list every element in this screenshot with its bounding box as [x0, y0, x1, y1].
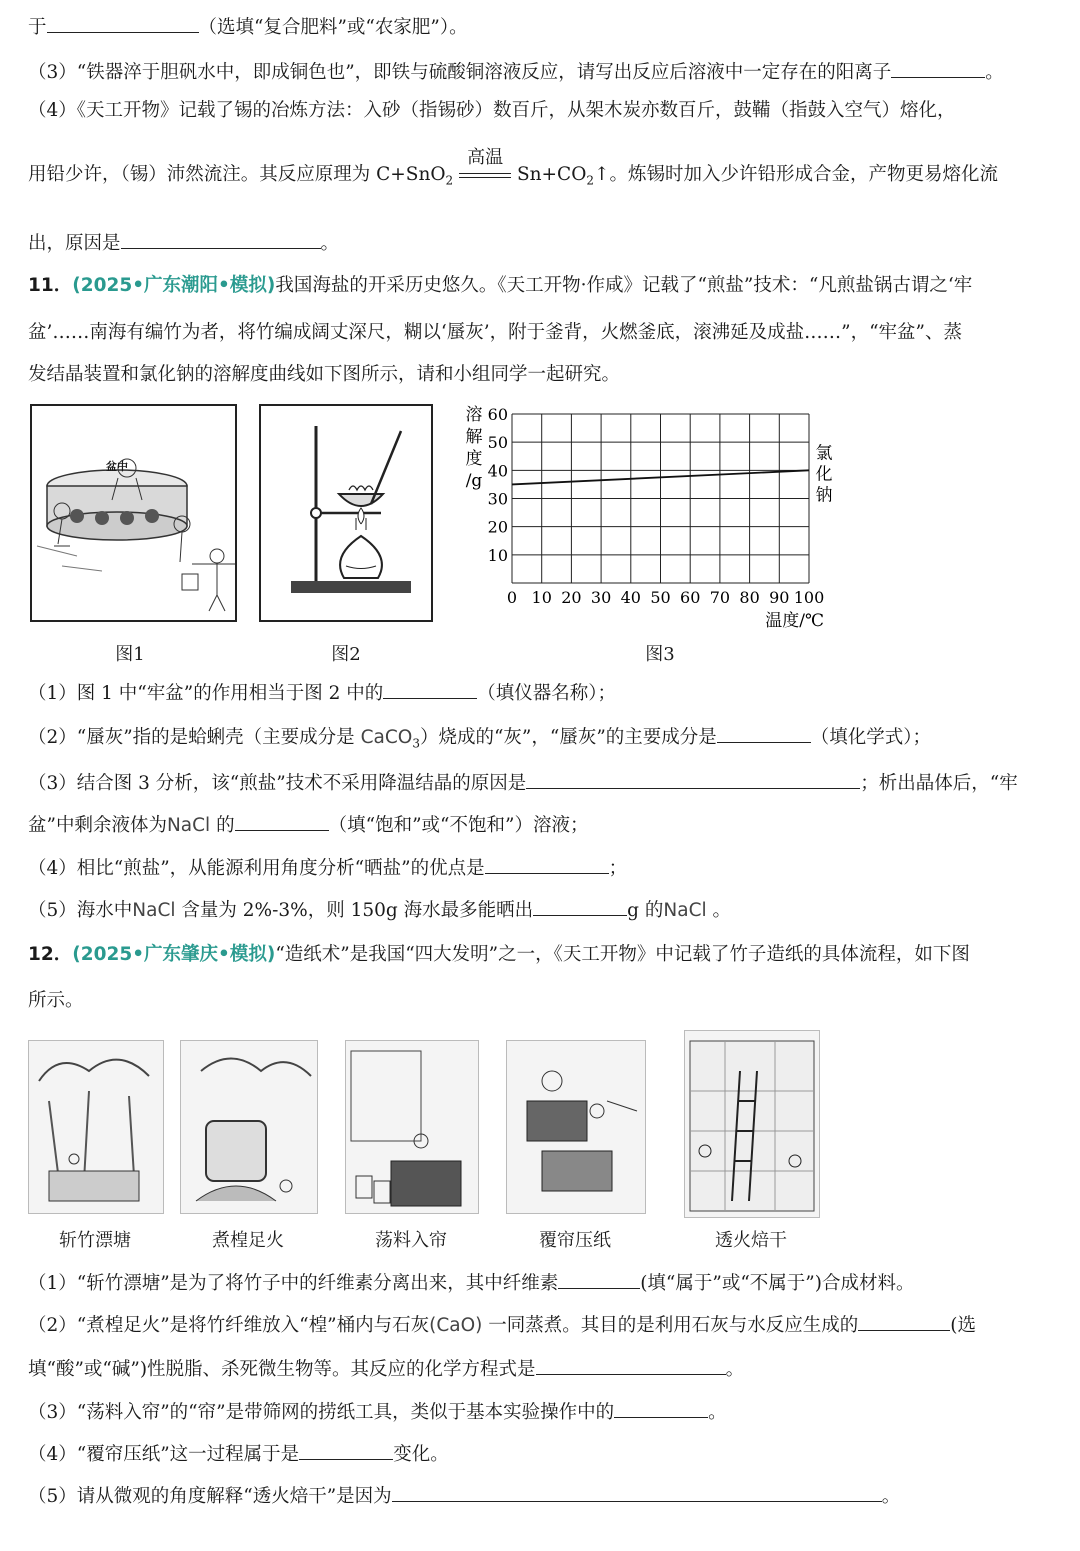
q12-part2-cont: 填“酸”或“碱”)性脱脂、杀死微生物等。其反应的化学方程式是 。 [28, 1354, 1068, 1383]
q11-line2: 盆’……南海有编竹为者，将竹编成阔丈深尺，糊以‘蜃灰’，附于釜背，火燃釜底，滚沸延及成盐……”，“牢盆”、蒸 [28, 322, 963, 343]
line-q10-4b: 用铅少许，（锡）沛然流注。其反应原理为 C+SnO$_2$ 高温 $Sn+CO_2↑$。炼锡时加入少许铅形成合金，产物更易熔化流 [28, 146, 999, 188]
papermaking-caption-1: 斩竹漂塘 [59, 1230, 131, 1251]
x-tick-label: 10 [531, 588, 552, 607]
y-tick-label: 50 [487, 433, 508, 453]
x-tick-label: 0 [506, 588, 518, 607]
answer-blank[interactable] [235, 810, 329, 831]
q12-part5: （5）请从微观的角度解释“透火焙干”是因为 。 [28, 1481, 1068, 1510]
q12-part4: （4）“覆帘压纸”这一过程属于是 变化。 [28, 1439, 1068, 1468]
papermaking-step-4-image [506, 1040, 646, 1214]
answer-blank[interactable] [526, 768, 860, 789]
answer-blank[interactable] [392, 1481, 882, 1502]
q12-part1: （1）“斩竹漂塘”是为了将竹子中的纤维素分离出来，其中纤维素 (填“属于”或“不属于”)合成材料。 [28, 1268, 1068, 1297]
papermaking-step-1-image [28, 1040, 164, 1214]
figure-2-caption: 图2 [331, 644, 361, 665]
q12-part3: （3）“荡料入帘”的“帘”是带筛网的捞纸工具，类似于基本实验操作中的 。 [28, 1397, 1068, 1426]
q11-line3: 发结晶装置和氯化钠的溶解度曲线如下图所示，请和小组同学一起研究。 [28, 364, 621, 385]
salt-pan-illustration [32, 406, 235, 620]
papermaking-caption-2: 煮楻足火 [212, 1230, 284, 1251]
answer-blank[interactable] [858, 1310, 950, 1331]
figure-1-salt-pan [30, 404, 237, 622]
x-tick-label: 100 [793, 588, 825, 607]
x-tick-label: 20 [561, 588, 582, 607]
answer-blank[interactable] [383, 678, 477, 699]
figure-2-evaporation-apparatus [259, 404, 433, 622]
answer-blank[interactable] [558, 1268, 640, 1289]
question-source: (2025•广东潮阳•模拟) [72, 275, 276, 296]
x-tick-label: 40 [620, 588, 641, 607]
papermaking-step-5-image [684, 1030, 820, 1218]
x-tick-label: 70 [709, 588, 731, 607]
series-label-nacl: 氯化钠 [815, 443, 833, 506]
q11-part4: （4）相比“煎盐”，从能源利用角度分析“晒盐”的优点是 ； [28, 853, 1068, 882]
solubility-chart [452, 398, 852, 638]
x-tick-label: 90 [769, 588, 790, 607]
line-q10-1: 于 （选填“复合肥料”或“农家肥”）。 [28, 12, 1068, 41]
q12-header: 12．(2025•广东肇庆•模拟)“造纸术”是我国“四大发明”之一，《天工开物》中记载了竹子造纸的具体流程，如下图 [28, 944, 970, 965]
y-tick-label: 10 [487, 545, 508, 565]
y-tick-label: 60 [487, 405, 508, 424]
q12-line2: 所示。 [28, 990, 84, 1011]
q11-part2: （2）“蜃灰”指的是蛤蜊壳（主要成分是 CaCO$_3$）烧成的“灰”，“蜃灰”的主要成分是 （填化学式）； [28, 722, 1068, 757]
x-tick-label: 50 [650, 588, 671, 607]
evaporation-apparatus-illustration [261, 406, 431, 620]
answer-blank[interactable] [299, 1439, 393, 1460]
q12-part2: （2）“煮楻足火”是将竹纤维放入“楻”桶内与石灰(CaO) 一同蒸煮。其目的是利用石灰与水反应生成的 (选 [28, 1310, 1068, 1339]
figure-1-caption: 图1 [115, 644, 145, 665]
answer-blank[interactable] [717, 722, 811, 743]
answer-blank[interactable] [614, 1397, 708, 1418]
answer-blank[interactable] [47, 12, 199, 33]
q11-part1: （1）图 1 中“牢盆”的作用相当于图 2 中的 （填仪器名称）； [28, 678, 1068, 707]
x-tick-label: 80 [739, 588, 760, 607]
figure-1-label: 盆中 [106, 460, 128, 473]
y-tick-label: 20 [487, 517, 508, 537]
q11-header: 11．(2025•广东潮阳•模拟)我国海盐的开采历史悠久。《天工开物·作咸》记载了“煎盐”技术：“凡煎盐锅古谓之‘牢 [28, 275, 973, 296]
papermaking-caption-5: 透火焙干 [715, 1230, 787, 1251]
question-number: 11． [28, 275, 73, 296]
papermaking-caption-4: 覆帘压纸 [539, 1230, 611, 1251]
answer-blank[interactable] [536, 1354, 726, 1375]
y-axis-label: 溶解度/g [465, 405, 483, 491]
line-q10-3: （3）“铁器淬于胆矾水中，即成铜色也”，即铁与硫酸铜溶液反应，请写出反应后溶液中一定存在的阳离子 。 [28, 57, 1068, 86]
x-tick-label: 30 [590, 588, 612, 607]
question-source: (2025•广东肇庆•模拟) [72, 944, 276, 965]
line-q10-4: （4）《天工开物》记载了锡的冶炼方法：入砂（指锡砂）数百斤，从架木炭亦数百斤，鼓鞴（指鼓入空气）熔化， [28, 100, 956, 121]
papermaking-step-2-image [180, 1040, 318, 1214]
y-tick-label: 40 [487, 461, 508, 481]
papermaking-caption-3: 荡料入帘 [375, 1230, 447, 1251]
x-axis-label: 温度/℃ [765, 611, 824, 631]
answer-blank[interactable] [891, 57, 985, 78]
line-q10-5: 出，原因是 。 [28, 228, 1068, 257]
question-number: 12． [28, 944, 73, 965]
q11-part5: （5）海水中NaCl 含量为 2%-3%，则 150g 海水最多能晒出 g 的NaCl 。 [28, 895, 1068, 924]
answer-blank[interactable] [485, 853, 609, 874]
answer-blank[interactable] [121, 228, 321, 249]
q11-part3: （3）结合图 3 分析，该“煎盐”技术不采用降温结晶的原因是 ；析出晶体后，“牢 [28, 768, 1068, 797]
figure-3-solubility-chart [452, 398, 852, 638]
y-tick-label: 30 [487, 489, 508, 509]
answer-blank[interactable] [533, 895, 627, 916]
reaction-condition: 高温 [459, 173, 511, 178]
q11-part3-cont: 盆”中剩余液体为NaCl 的 （填“饱和”或“不饱和”）溶液； [28, 810, 1068, 839]
figure-3-caption: 图3 [645, 644, 675, 665]
x-tick-label: 60 [680, 588, 701, 607]
papermaking-step-3-image [345, 1040, 479, 1214]
